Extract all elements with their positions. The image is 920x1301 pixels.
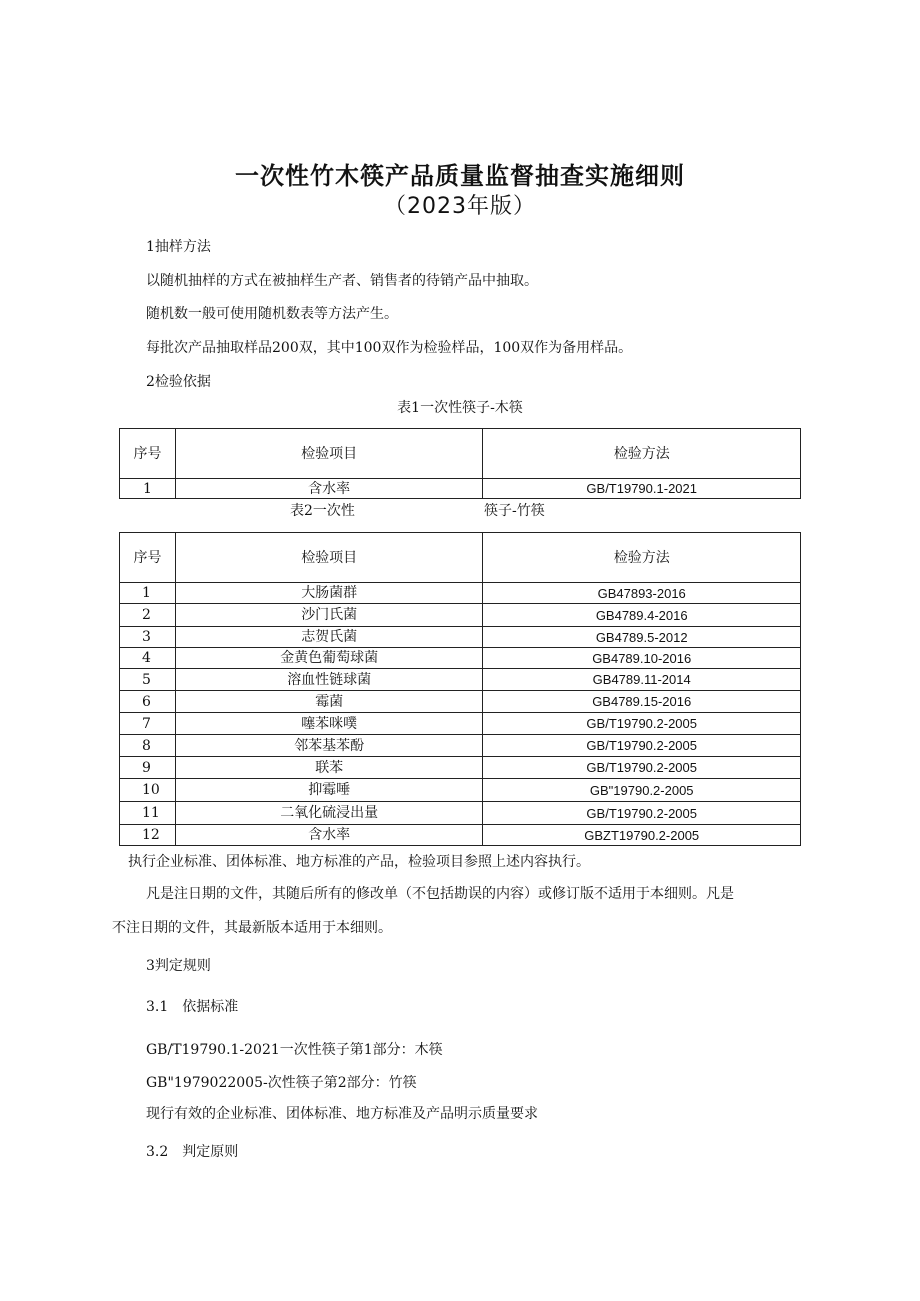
row-item: 联苯 bbox=[175, 757, 482, 779]
table-row bbox=[120, 802, 801, 825]
table-2 bbox=[119, 532, 801, 846]
row-no: 3 bbox=[120, 627, 176, 648]
row-method: GBZT19790.2-2005 bbox=[483, 825, 801, 846]
row-no: 1 bbox=[120, 479, 176, 499]
row-item: 含水率 bbox=[175, 825, 482, 846]
header-cell-item: 检验项目 bbox=[175, 429, 482, 479]
header-cell-method: 检验方法 bbox=[483, 533, 801, 583]
row-method: GB4789.10-2016 bbox=[483, 648, 801, 669]
table-row bbox=[120, 779, 801, 802]
document-title: 一次性竹木筷产品质量监督抽查实施细则 bbox=[235, 162, 685, 190]
document-subtitle: （2023年版） bbox=[384, 194, 536, 219]
row-no: 4 bbox=[120, 648, 176, 669]
table-row bbox=[120, 691, 801, 713]
section-1-heading: 1抽样方法 bbox=[146, 239, 211, 255]
row-item: 抑霉唾 bbox=[175, 779, 482, 802]
row-no: 7 bbox=[120, 713, 176, 735]
header-cell-no: 序号 bbox=[120, 429, 176, 479]
section-1-paragraph-3: 每批次产品抽取样品200双，其中100双作为检验样品，100双作为备用样品。 bbox=[146, 340, 633, 356]
row-no: 12 bbox=[120, 825, 176, 846]
table-row bbox=[120, 825, 801, 846]
row-item: 邻苯基苯酚 bbox=[175, 735, 482, 757]
row-no: 5 bbox=[120, 669, 176, 691]
row-method: GB/T19790.2-2005 bbox=[483, 757, 801, 779]
table-1-header-row bbox=[120, 429, 801, 479]
row-method: GB4789.4-2016 bbox=[483, 604, 801, 627]
section-1-paragraph-1: 以随机抽样的方式在被抽样生产者、销售者的待销产品中抽取。 bbox=[146, 273, 538, 289]
standard-1: GB/T19790.1-2021一次性筷子第1部分：木筷 bbox=[146, 1042, 443, 1058]
row-no: 11 bbox=[120, 802, 176, 825]
table-1-caption: 表1一次性筷子-木筷 bbox=[397, 400, 523, 416]
row-no: 10 bbox=[120, 779, 176, 802]
section-2-paragraph-after: 执行企业标准、团体标准、地方标准的产品，检验项目参照上述内容执行。 bbox=[128, 854, 590, 870]
header-cell-no: 序号 bbox=[120, 533, 176, 583]
table-row bbox=[120, 713, 801, 735]
header-cell-method: 检验方法 bbox=[483, 429, 801, 479]
table-row bbox=[120, 479, 801, 499]
row-no: 1 bbox=[120, 583, 176, 604]
row-item: 金黄色葡萄球菌 bbox=[175, 648, 482, 669]
section-1-paragraph-2: 随机数一般可使用随机数表等方法产生。 bbox=[146, 306, 398, 322]
row-item: 大肠菌群 bbox=[175, 583, 482, 604]
section-2-paragraph-dated: 凡是注日期的文件，其随后所有的修改单（不包括勘误的内容）或修订版不适用于本细则。凡是 bbox=[146, 886, 734, 902]
row-no: 6 bbox=[120, 691, 176, 713]
table-row bbox=[120, 648, 801, 669]
row-item: 含水率 bbox=[175, 479, 482, 499]
table-2-caption-left: 表2一次性 bbox=[290, 503, 355, 519]
row-no: 9 bbox=[120, 757, 176, 779]
row-item: 沙门氏菌 bbox=[175, 604, 482, 627]
row-method: GB/T19790.2-2005 bbox=[483, 713, 801, 735]
table-row bbox=[120, 627, 801, 648]
standard-2: GB"1979022005-次性筷子第2部分：竹筷 bbox=[146, 1075, 417, 1091]
row-method: GB/T19790.2-2005 bbox=[483, 802, 801, 825]
row-method: GB4789.5-2012 bbox=[483, 627, 801, 648]
table-row bbox=[120, 604, 801, 627]
row-method: GB/T19790.2-2005 bbox=[483, 735, 801, 757]
row-item: 志贺氏菌 bbox=[175, 627, 482, 648]
row-no: 2 bbox=[120, 604, 176, 627]
section-3-2-heading: 3.2 判定原则 bbox=[146, 1144, 239, 1160]
section-2-paragraph-dated-cont: 不注日期的文件，其最新版本适用于本细则。 bbox=[112, 920, 392, 936]
table-row bbox=[120, 583, 801, 604]
section-3-heading: 3判定规则 bbox=[146, 958, 211, 974]
table-2-caption-right: 筷子-竹筷 bbox=[484, 503, 545, 519]
row-item: 二氧化硫浸出量 bbox=[175, 802, 482, 825]
row-item: 霉菌 bbox=[175, 691, 482, 713]
table-1 bbox=[119, 428, 801, 499]
row-method: GB/T19790.1-2021 bbox=[483, 479, 801, 499]
row-item: 噻苯咪噗 bbox=[175, 713, 482, 735]
row-method: GB4789.11-2014 bbox=[483, 669, 801, 691]
table-2-header-row bbox=[120, 533, 801, 583]
section-3-1-heading: 3.1 依据标准 bbox=[146, 999, 239, 1015]
row-item: 溶血性链球菌 bbox=[175, 669, 482, 691]
header-cell-item: 检验项目 bbox=[175, 533, 482, 583]
row-method: GB47893-2016 bbox=[483, 583, 801, 604]
section-2-heading: 2检验依据 bbox=[146, 374, 211, 390]
row-method: GB4789.15-2016 bbox=[483, 691, 801, 713]
standard-3: 现行有效的企业标准、团体标准、地方标准及产品明示质量要求 bbox=[146, 1106, 538, 1122]
table-row bbox=[120, 757, 801, 779]
row-no: 8 bbox=[120, 735, 176, 757]
table-row bbox=[120, 669, 801, 691]
row-method: GB"19790.2-2005 bbox=[483, 779, 801, 802]
table-row bbox=[120, 735, 801, 757]
